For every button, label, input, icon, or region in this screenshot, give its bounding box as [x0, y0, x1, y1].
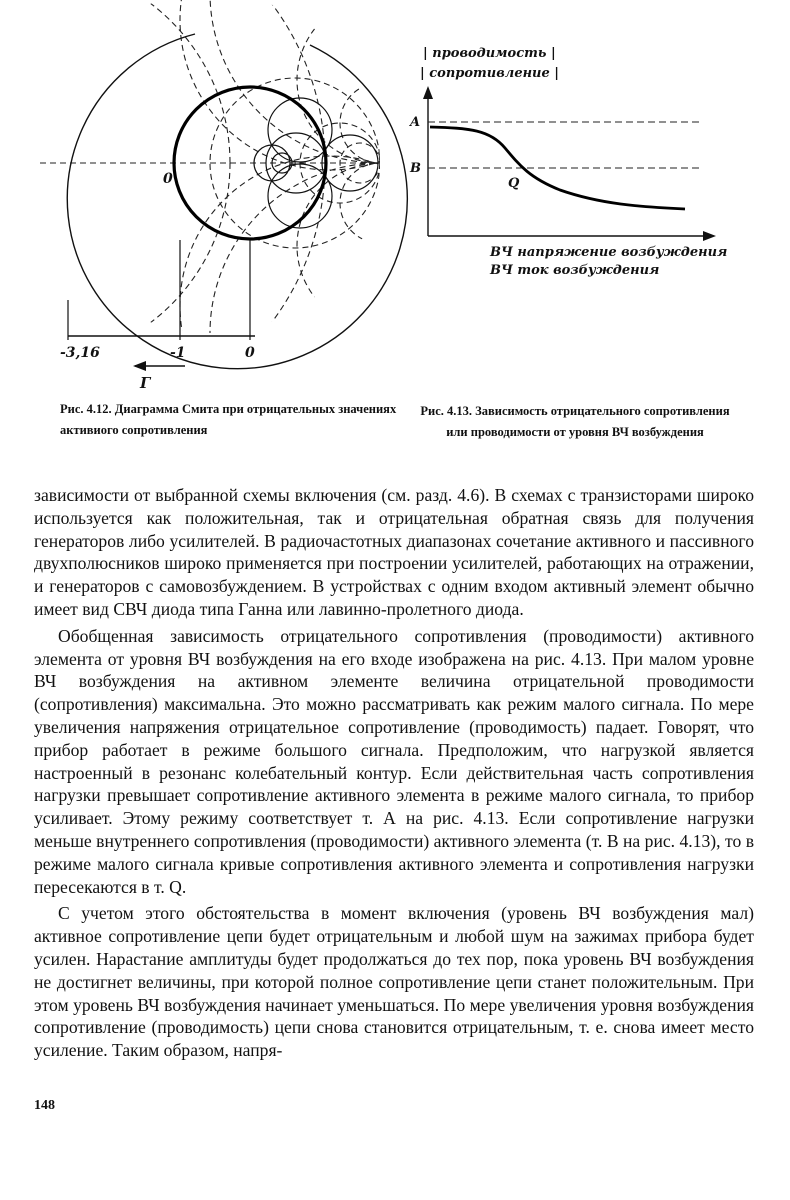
paragraph-3: С учетом этого обстоятельства в момент включения (уровень ВЧ возбуждения мал) активное сопротивление цепи будет отрицательным и любой шум на зажимах прибора будет усилен. Нарастание амплитуды будет продолжаться до тех пор, пока уровень ВЧ возбуждения не достигнет величины, при которой полное сопротивление цепи станет положительным. При этом уровень ВЧ возбуждения начинает уменьшаться. По мере увеличения уровня возбуждения сопротивление (проводимость) цепи снова становится отрицательным, т. е. снова имеет место усиление. Таким образом, напря-: [34, 903, 754, 1061]
figures: [0, 0, 790, 460]
x-label-2: ВЧ ток возбуждения: [490, 263, 660, 278]
center-zero-label: 0: [163, 171, 173, 187]
caption-fig-4-13: Рис. 4.13. Зависимость отрицательного сопротивления или проводимости от уровня ВЧ возбуждения: [420, 404, 730, 439]
page-number: 148: [34, 1098, 55, 1113]
axis-label-0: 0: [245, 345, 255, 361]
y-label-1: | проводимость |: [423, 46, 556, 61]
point-a: A: [410, 115, 421, 130]
body-text: [34, 484, 754, 1064]
caption-fig-4-12: Рис. 4.12. Диаграмма Смита при отрицательных значениях активиого сопротивления: [60, 402, 397, 437]
axis-label-neg1: -1: [170, 345, 186, 361]
y-label-2: | сопротивление |: [420, 66, 560, 81]
gamma-label: Г: [140, 374, 151, 392]
point-b: B: [410, 161, 421, 176]
axis-label-316: -3,16: [60, 345, 100, 361]
paragraph-1: зависимости от выбранной схемы включения (см. разд. 4.6). В схемах с транзисторами широко используется как положительная, так и отрицательная обратная связь для получения генераторов либо усилителей. В радиочастотных диапазонах сочетание активного и пассивного двухполюсников широко применяется при построении усилителей, работающих на отражении, и генераторов с самовозбуждением. В устройствах с одним входом активный элемент обычно имеет вид СВЧ диода типа Ганна или лавинно-пролетного диода.: [34, 485, 754, 619]
point-q: Q: [508, 176, 520, 191]
x-label-1: ВЧ напряжение возбуждения: [490, 245, 728, 260]
excitation-graph: [408, 46, 727, 278]
paragraph-2: Обобщенная зависимость отрицательного сопротивления (проводимости) активного элемента от уровня ВЧ возбуждения на его входе изображена на рис. 4.13. При малом уровне ВЧ возбуждения на активном элементе величина отрицательной проводимости (сопротивления) максимальна. Это можно рассматривать как режим малого сигнала. По мере увеличения напряжения отрицательное сопротивление (проводимость) падает. Говорят, что прибор работает в режиме большого сигнала. Предположим, что нагрузкой является настроенный в резонанс колебательный контур. Если действительная часть сопротивления нагрузки превышает сопротивление активного элемента в режиме малого сигнала, то прибор усиливает. Этому режиму соответствует т. А на рис. 4.13. Если сопротивление нагрузки меньше внутреннего сопротивления (проводимости) активного элемента (т. В на рис. 4.13), то в режиме малого сигнала кривые сопротивления активного элемента и сопротивления нагрузки пересекаются в т. Q.: [34, 625, 754, 897]
